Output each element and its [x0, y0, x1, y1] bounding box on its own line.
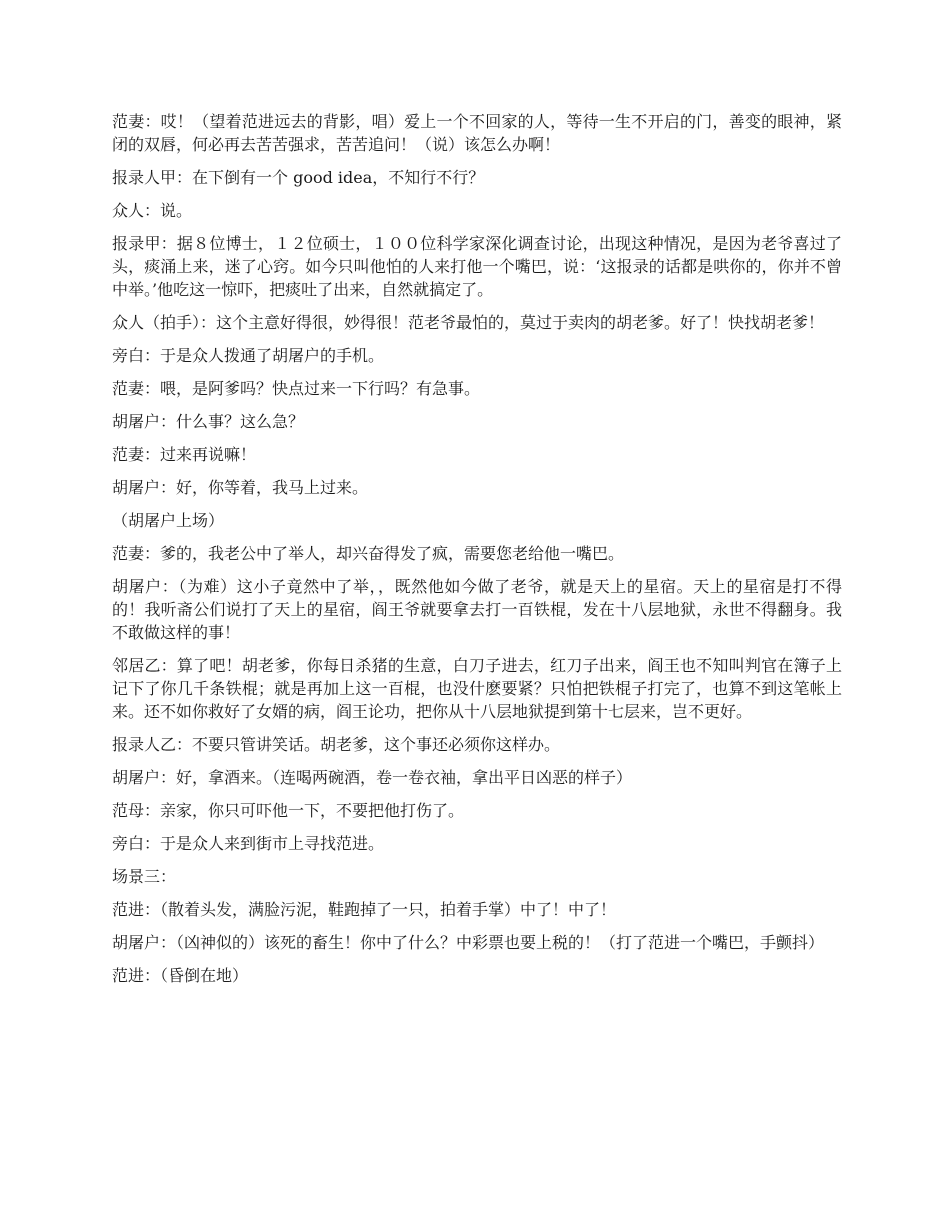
paragraph: 众人：说。: [112, 201, 193, 220]
paragraph: 报录人乙：不要只管讲笑话。胡老爹，这个事还必须你这样办。: [112, 735, 561, 754]
paragraph: 胡屠户：什么事？这么急？: [112, 412, 305, 431]
paragraph: 胡屠户：好，拿酒来。（连喝两碗酒，卷一卷衣袖，拿出平日凶恶的样子）: [112, 768, 633, 787]
paragraph: 胡屠户：好，你等着，我马上过来。: [112, 478, 369, 497]
paragraph: 范母：亲家，你只可吓他一下，不要把他打伤了。: [112, 801, 465, 820]
paragraph: 报录人甲：在下倒有一个 good idea，不知行不行？: [112, 168, 485, 187]
paragraph: 胡屠户：（为难）这小子竟然中了举，，既然他如今做了老爷，就是天上的星宿。天上的星宿是打不得的！我听斋公们说打了天上的星宿，阎王爷就要拿去打一百铁棍，发在十八层地狱，永世不得翻身。我不敢做这样的事！: [112, 577, 842, 642]
paragraph: 邻居乙：算了吧！胡老爹，你每日杀猪的生意，白刀子进去，红刀子出来，阎王也不知叫判官在簿子上记下了你几千条铁棍；就是再加上这一百棍，也没什麽要紧？只怕把铁棍子打完了，也算不到这笔帐上来。还不如你救好了女婿的病，阎王论功，把你从十八层地狱提到第十七层来，岂不更好。: [112, 656, 842, 721]
document-page: [112, 110, 842, 997]
paragraph: 范妻：爹的，我老公中了举人，却兴奋得发了疯，需要您老给他一嘴巴。: [112, 544, 625, 563]
paragraph: 胡屠户：（凶神似的）该死的畜生！你中了什么？中彩票也要上税的！（打了范进一个嘴巴，手颤抖）: [112, 933, 825, 952]
paragraph: 众人（拍手）：这个主意好得很，妙得很！范老爷最怕的，莫过于卖肉的胡老爹。好了！快找胡老爹！: [112, 313, 825, 332]
paragraph: 范妻：喂，是阿爹吗？快点过来一下行吗？有急事。: [112, 379, 481, 398]
paragraph: 范妻：过来再说嘛！: [112, 445, 257, 464]
paragraph: 旁白：于是众人来到街市上寻找范进。: [112, 834, 385, 853]
paragraph: 范进：（散着头发，满脸污泥，鞋跑掉了一只，拍着手掌）中了！中了！: [112, 900, 617, 919]
paragraph: 报录甲：据８位博士，１２位硕士，１００位科学家深化调查讨论，出现这种情况，是因为老爷喜过了头，痰涌上来，迷了心窍。如今只叫他怕的人来打他一个嘴巴，说：‘这报录的话都是哄你的，你并不曾中举。’他吃这一惊吓，把痰吐了出来，自然就搞定了。: [112, 234, 842, 299]
paragraph: 旁白：于是众人拨通了胡屠户的手机。: [112, 346, 385, 365]
paragraph: 范进：（昏倒在地）: [112, 966, 249, 985]
paragraph: （胡屠户上场）: [112, 511, 225, 530]
paragraph: 场景三：: [112, 867, 177, 886]
paragraph: 范妻：哎！（望着范进远去的背影，唱）爱上一个不回家的人，等待一生不开启的门，善变的眼神，紧闭的双唇，何必再去苦苦强求，苦苦追问！（说）该怎么办啊！: [112, 112, 842, 154]
